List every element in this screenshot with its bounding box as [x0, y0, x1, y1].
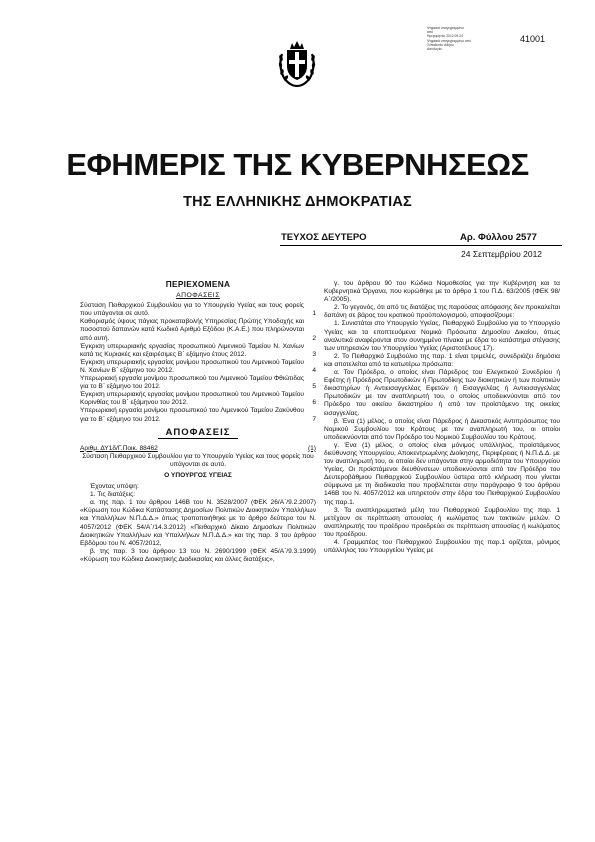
- decisions-rule: [158, 438, 238, 439]
- paragraph: 1. Συνιστάται στο Υπουργείο Υγείας, Πειθαρχικό Συμβούλιο για το Υπουργείο Υγείας και τα εποπτευόμενα Νομικά Πρόσωπα Δημοσίου Δικαίου, όπως αναλυτικά αναφέρονται στον συνημμένο πίνακα με έδρα το κατάστημα στέγασης των υπηρεσιών του Υπουργείου Υγείας (Αριστοτέλους 17).: [324, 320, 560, 352]
- toc-item[interactable]: [80, 375, 316, 391]
- toc-item-page: 1: [312, 310, 316, 318]
- toc-item-page: 6: [312, 399, 316, 407]
- toc-item[interactable]: [80, 359, 316, 375]
- digital-signature: [427, 26, 487, 51]
- toc-item[interactable]: [80, 343, 316, 359]
- paragraph: γ. Ένα (1) μέλος, ο οποίος είναι μόνιμος υπάλληλος, προϊστάμενος διεύθυνσης Υπουργείου, Αποκεντρωμένης Διοίκησης, Περιφέρειας ή Ν.Π.Δ.Δ. με τον αναπληρωτή του, οι οποίοι δεν υπάγονται στην αρμοδιότητα του Υπουργείου Υγείας. Οι προϊστάμενοι διευθύνσεων υποδεικνύονται από τον Πρόεδρο του Δευτεροβάθμιου Πειθαρχικού Συμβουλίου ύστερα από κλήρωση που γίνεται σύμφωνα με τη διαδικασία που προβλέπεται στην παράγραφο 9 του άρθρου 146Β του Ν. 4057/2012 και υπηρετούν στην έδρα του Πειθαρχικού Συμβουλίου της παρ.1.: [324, 441, 560, 506]
- left-column: [80, 280, 316, 564]
- decision-number-row: [80, 445, 316, 453]
- signature-line: Ψηφιακά υπογεγραμμένο: [427, 26, 464, 30]
- right-column: [324, 280, 560, 555]
- decision-subject: Σύσταση Πειθαρχικού Συμβουλίου για το Υπουργείο Υγείας και τους φορείς που υπάγονται σε αυτό.: [82, 452, 314, 468]
- page-number: 41001: [520, 34, 546, 44]
- decision-ref: (1): [307, 444, 316, 452]
- toc-item-text: Σύσταση Πειθαρχικού Συμβουλίου για το Υπουργείο Υγείας και τους φορείς που υπάγονται σε αυτό.: [80, 302, 304, 318]
- decisions-heading: ΑΠΟΦΑΣΕΙΣ: [165, 426, 231, 438]
- toc-item-text: Έγκριση υπερωριακής εργασίας προσωπικού Λιμενικού Ταμείου Ν. Χανίων κατά τις Κυριακές και εξαιρέσιμες Β΄ εξάμηνο έτους 2012.: [80, 342, 304, 358]
- signature-line: Αιτιολογία:: [427, 47, 443, 52]
- paragraph: γ. του άρθρου 90 του Κώδικα Νομοθεσίας για την Κυβέρνηση και τα Κυβερνητικά Όργανα, που κυρώθηκε με το άρθρο 1 του Π.Δ. 63/2005 (ΦΕΚ 98/Α΄/2005).: [324, 280, 560, 304]
- decision-authority: Ο ΥΠΟΥΡΓΟΣ ΥΓΕΙΑΣ: [164, 471, 232, 479]
- toc-item-text: Έγκριση υπερωριακής εργασίας μονίμου προσωπικού του Λιμενικού Ταμείου Ν. Χανίων Β΄ εξάμηνο του 2012.: [80, 358, 304, 374]
- paragraph: 4. Γραμματέας του Πειθαρχικού Συμβουλίου της παρ.1 ορίζεται, μόνιμος υπάλληλος του Υπουργείου Υγείας με: [324, 539, 560, 555]
- toc-item-text: Έγκριση υπερωριακής εργασίας μονίμου προσωπικού του Λιμενικού Ταμείου Κορινθίας του Β΄ εξάμηνου του 2012.: [80, 391, 304, 407]
- toc-item[interactable]: [80, 302, 316, 318]
- header-rule: [280, 245, 562, 246]
- paragraph: 2. Το Πειθαρχικό Συμβούλιο της παρ. 1 είναι τριμελές, συνεδριάζει δημόσια και αποτελείται από τα κατωτέρω πρόσωπα:: [324, 352, 560, 368]
- paragraph: α. της παρ. 1 του άρθρου 146Β του Ν. 3528/2007 (ΦΕΚ 26/Α΄/9.2.2007) «Κύρωση του Κώδικα Κατάστασης Δημοσίων Πολιτικών Διοικητικών Υπαλλήλων και Υπαλλήλων Ν.Π.Δ.Δ.» όπως τροποποιήθηκε με το άρθρο δεύτερο του Ν. 4057/2012 (ΦΕΚ 54/Α΄/14.3.2012) «Πειθαρχικό Δίκαιο Δημοσίων Πολιτικών Διοικητικών Υπαλλήλων και Υπαλλήλων Ν.Π.Δ.Δ.» και της παρ. 3 του άρθρου Εβδόμου του Ν. 4057/2012,: [80, 499, 316, 547]
- toc-item[interactable]: [80, 407, 316, 423]
- signature-line: από: [427, 30, 434, 35]
- toc-item-page: 4: [312, 366, 316, 374]
- law-heading: 1. Τις διατάξεις:: [90, 491, 136, 499]
- signature-line: Ημερομηνία: 2012.09.24: [427, 34, 463, 39]
- coat-of-arms-icon: [276, 40, 318, 88]
- toc-item-page: 3: [312, 350, 316, 358]
- toc-item-text: Υπερωριακή εργασία μονίμου προσωπικού του Λιμενικού Ταμείου Φθιώτιδας για το Β΄ εξάμηνο του 2012.: [80, 375, 304, 391]
- gazette-subtitle: ΤΗΣ ΕΛΛΗΝΙΚΗΣ ΔΗΜΟΚΡΑΤΙΑΣ: [183, 194, 412, 210]
- toc-item[interactable]: [80, 318, 316, 342]
- signature-line: Τοποθεσία: Αθήνα: [427, 42, 454, 47]
- issue-label: ΤΕΥΧΟΣ ΔΕΥΤΕΡΟ: [281, 232, 367, 243]
- toc-item-text: Καθορισμός ύψους πάγιας προκαταβολής Υπηρεσίας Πρώτης Υποδοχής και ποσοστού δαπανών κατά Κωδικό Αριθμό Εξόδου (Κ.Α.Ε.) που πληρώνονται από αυτή.: [80, 318, 304, 342]
- signature-line: Ψηφιακά υπογεγραμμένο από: [427, 38, 471, 43]
- decision-number: Αριθμ. ΔΥ1δ/Γ.Ποικ. 88462: [80, 444, 158, 452]
- toc-item-page: 7: [312, 415, 316, 423]
- publication-date: 24 Σεπτεμβρίου 2012: [461, 249, 543, 259]
- paragraph: 3. Τα αναπληρωματικά μέλη του Πειθαρχικού Συμβουλίου της παρ. 1 μετέχουν σε περίπτωση απουσίας ή κωλύματος των τακτικών μελών. Ο αναπληρωτής του προέδρου προεδρεύει σε περίπτωση απουσίας ή κωλύματος του προέδρου.: [324, 506, 560, 538]
- paragraph: β. Ένα (1) μέλος, ο οποίος είναι Πάρεδρος ή Δικαστικός Αντιπρόσωπος του Νομικού Συμβουλίου του Κράτους με τον αναπληρωτή του, οι οποίοι υποδεικνύονται από τον Πρόεδρο του Νομικού Συμβουλίου του Κράτους.: [324, 417, 560, 441]
- paragraph: 2. Το γεγονός, ότι από τις διατάξεις της παρούσας απόφασης δεν προκαλείται δαπάνη σε βάρος του κρατικού προϋπολογισμού, αποφασίζουμε:: [324, 304, 560, 320]
- paragraph: β. της παρ. 3 του άρθρου 13 του Ν. 2690/1999 (ΦΕΚ 45/Α΄/9.3.1999) «Κύρωση του Κώδικα Διοικητικής Διαδικασίας και άλλες διατάξεις»,: [80, 547, 316, 563]
- toc-item-page: 2: [312, 334, 316, 342]
- toc-item[interactable]: [80, 391, 316, 407]
- toc-heading: ΠΕΡΙΕΧΟΜΕΝΑ: [165, 279, 231, 289]
- toc-item-page: 5: [312, 383, 316, 391]
- sheet-number: Αρ. Φύλλου 2577: [460, 232, 537, 243]
- toc-item-text: Υπερωριακή εργασία μονίμου προσωπικού του Λιμενικού Ταμείου Ζακύνθου για το Β΄ εξάμηνο του 2012.: [80, 407, 304, 423]
- gazette-title: ΕΦΗΜΕΡΙΣ ΤΗΣ ΚΥΒΕΡΝΗΣΕΩΣ: [66, 147, 529, 182]
- toc-section: ΑΠΟΦΑΣΕΙΣ: [176, 292, 220, 300]
- considering-label: Έχοντας υπόψη:: [90, 483, 139, 491]
- paragraph: α. Τον Πρόεδρο, ο οποίος είναι Πάρεδρος του Ελεγκτικού Συνεδρίου ή Εφέτης ή Πρόεδρος Πρωτοδικών ή Πρωτοδίκης των διοικητικών ή των πολιτικών δικαστηρίων ή Αντιεισαγγελέας Εφετών ή Εισαγγελέας ή Αντιεισαγγελέας Πρωτοδικών με τον αναπληρωτή του, ο οποίος υποδεικνύονται από τον Πρόεδρο του οικείου δικαστηρίου ή από τον προϊστάμενο της οικείας εισαγγελίας.: [324, 369, 560, 417]
